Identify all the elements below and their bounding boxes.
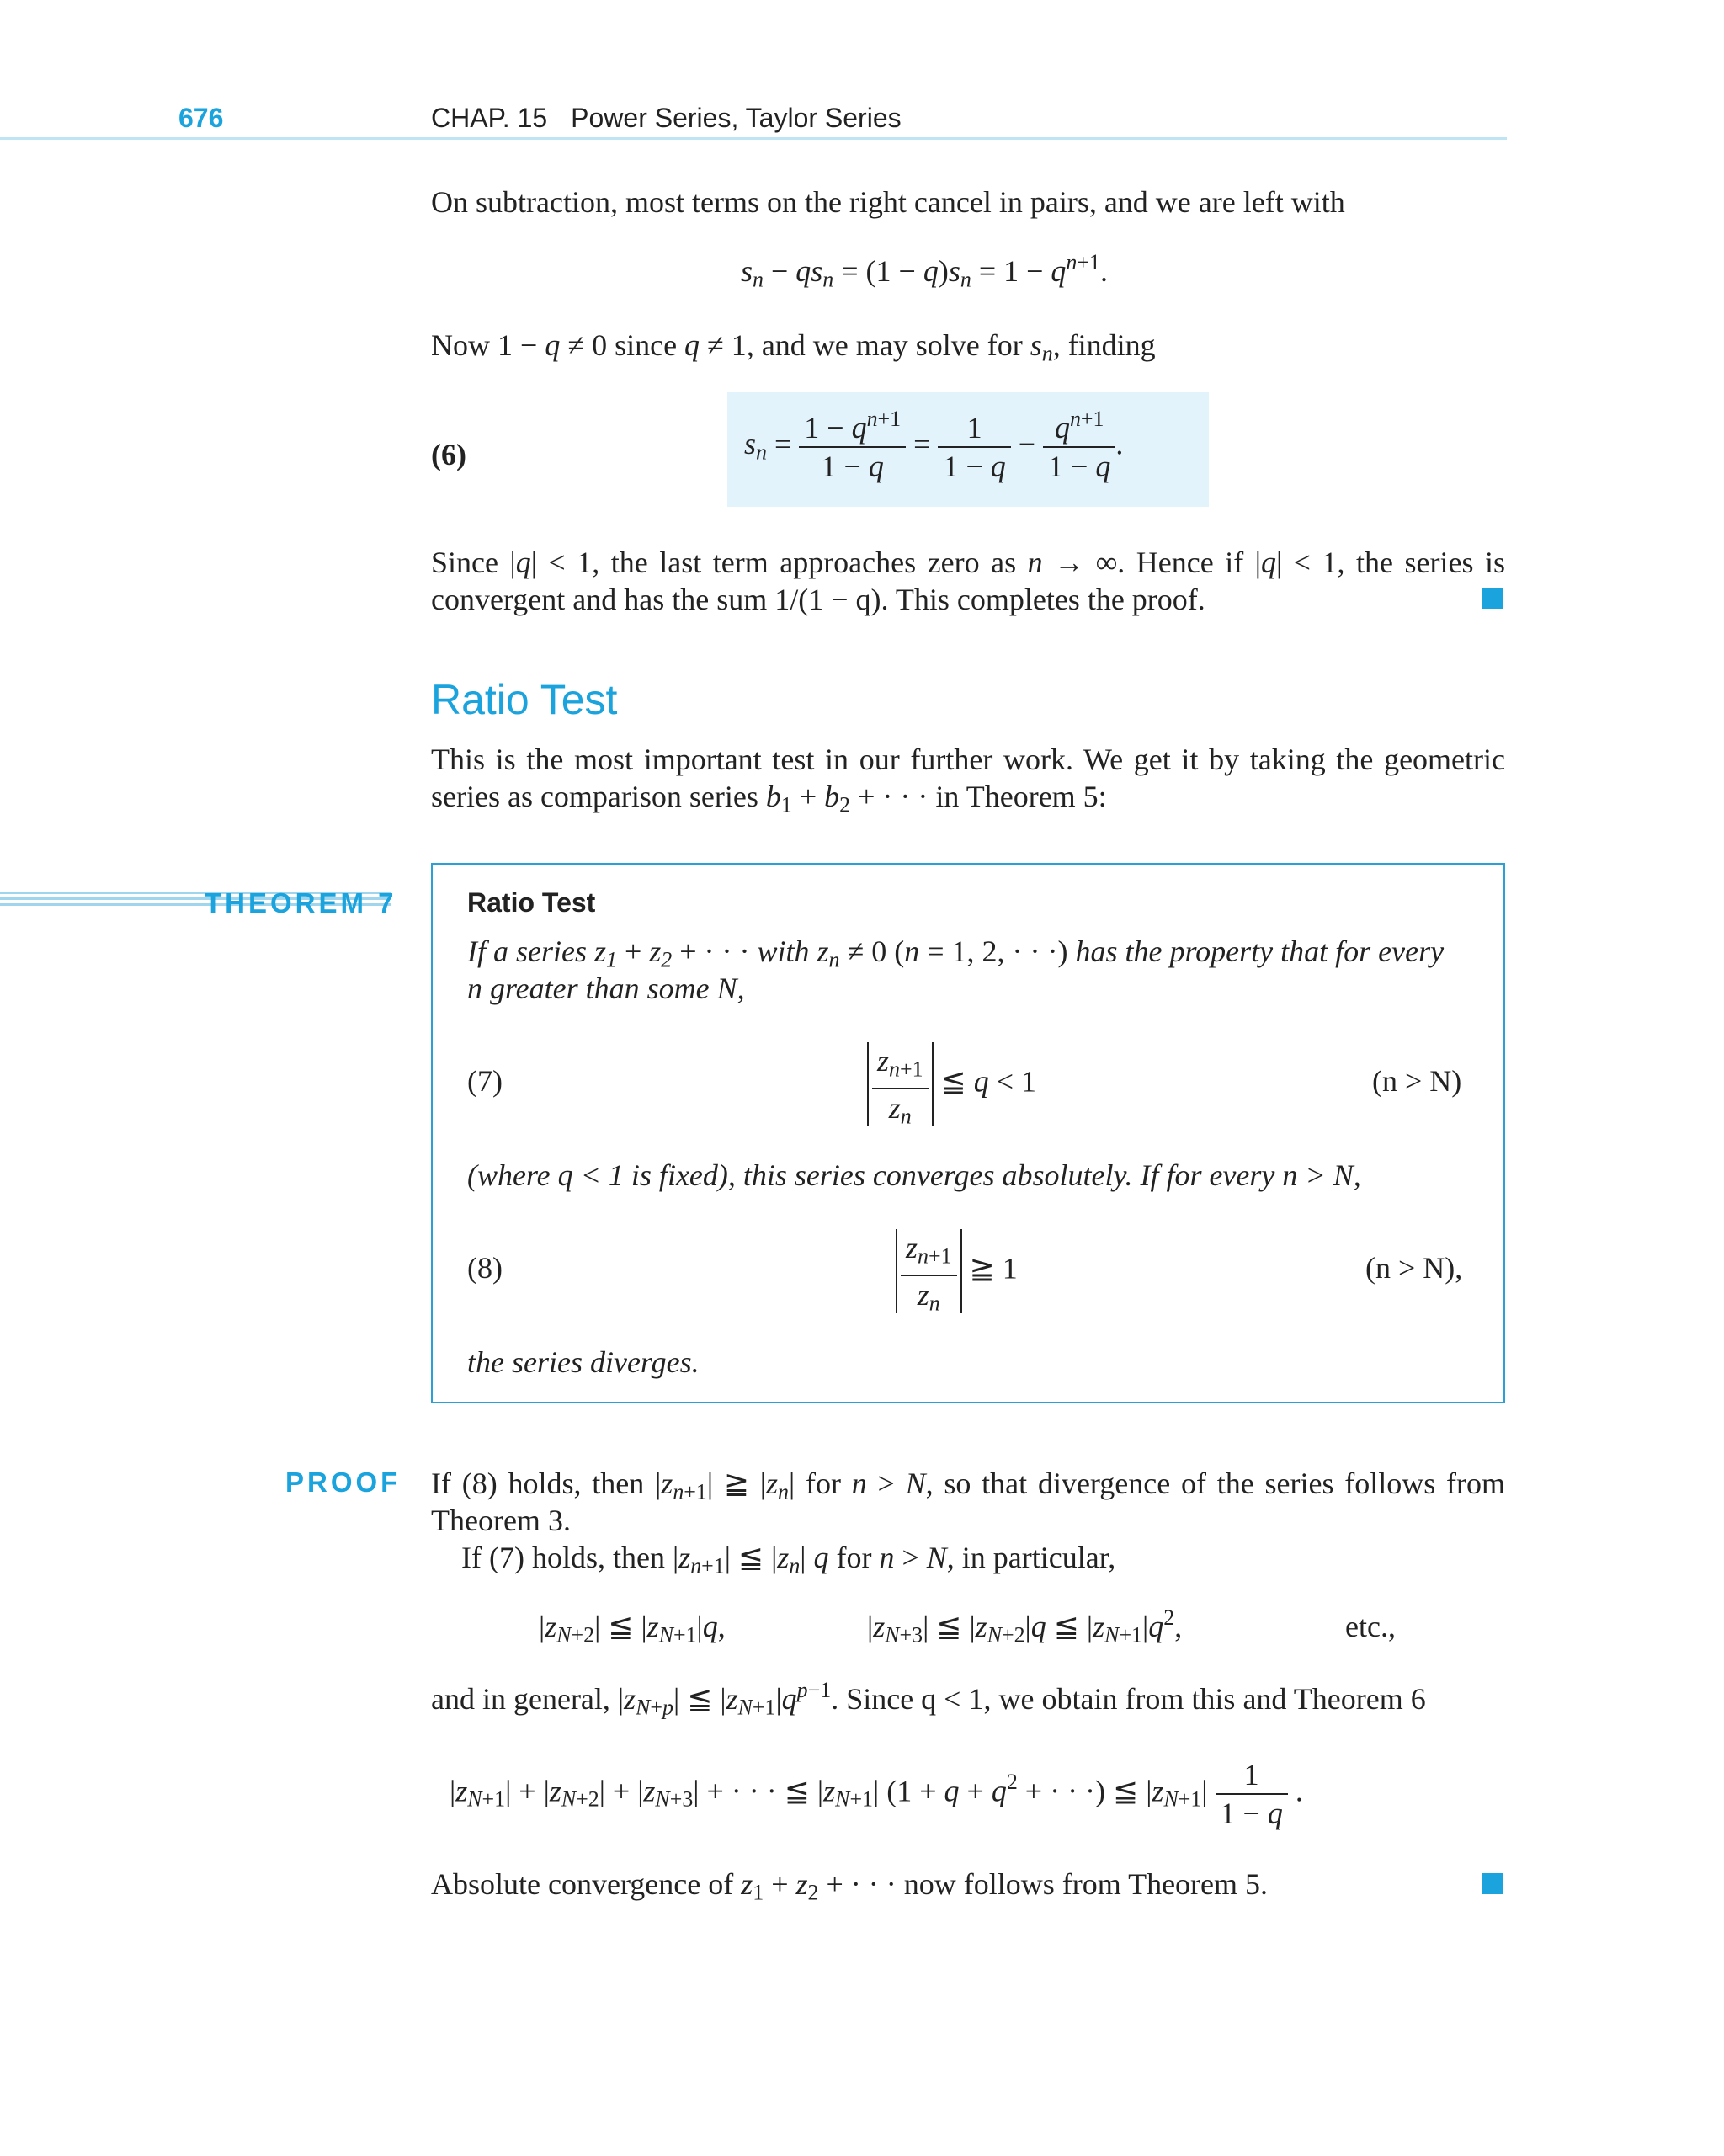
page-number: 676 [178,103,224,133]
equation-difference: $s_n - qs_n = (1 - q)s_n = 1 - q^{n+1}$. [741,249,1108,292]
section-title: Ratio Test [431,676,618,723]
proof-line4: and in general, $|z_{N+p}|$ ≦ $|z_{N+1}|q^{p-1}$. Since q < 1, we obtain from this and Theorem 6 [431,1677,1426,1720]
equation-7: $\frac{z_n+1}{z_n}$ ≦ q < 1 [867,1042,1036,1126]
equation-7-condition: (n > N) [1372,1064,1462,1098]
proof-inequality-2: $|z_{N+3}|$ ≦ $|z_{N+2}|q$ ≦ $|z_{N+1}|q^2$, [867,1605,1183,1648]
proof-sum-inequality: $|z_{N+1}| + |z_{N+2}| + |z_{N+3}|$ + · · · ≦ $|z_{N+1}|$ ($1 + q + q^2$ + · · ·) ≦ $|z_{N+1}|$ $\frac{1}{1 - q}$ . [450,1758,1303,1830]
equation-8-label: (8) [467,1251,503,1285]
proof-line2: Theorem 3. [431,1504,571,1537]
paragraph-subtraction: On subtraction, most terms on the right cancel in pairs, and we are left with [431,185,1345,219]
proof-inequality-1: $|z_{N+2}|$ ≦ $|z_{N+1}|q$, [539,1610,726,1648]
intro-line1: This is the most important test in our further work. We get it by taking the geometric [431,743,1505,776]
equation-6: $s_n$ = $\frac{1 - q^{n+1}}{1 - q}$ = $\frac{1}{1 - q}$ − $\frac{q^{n+1}}{1 - q}$ . [744,406,1124,483]
paragraph-solve: Now 1 − q ≠ 0 since q ≠ 1, and we may solve for $s_n$, finding [431,328,1156,366]
theorem-end: the series diverges. [467,1345,700,1379]
equation-6-label: (6) [431,438,466,471]
theorem-line1: If a series $z_1 + z_2$ + · · · with $z_n \ne 0$ (n = 1, 2, · · ·) has the property that for every [467,934,1445,972]
equation-8-condition: (n > N), [1365,1251,1463,1285]
proof-line1: If (8) holds, then $|z_{n+1}|$ ≧ $|z_n|$ for n > N, so that divergence of the series follows from [431,1467,1506,1504]
intro-line2: series as comparison series $b_1 + b_2$ + · · · in Theorem 5: [431,780,1107,817]
paragraph-since-line2: convergent and has the sum 1/(1 − q). This completes the proof. [431,583,1205,616]
chapter-number: CHAP. 15 [431,103,548,133]
proof-line5: Absolute convergence of $z_1 + z_2$ + · · · now follows from Theorem 5. [431,1867,1269,1905]
paragraph-since-line1: Since |q| < 1, the last term approaches zero as n → ∞. Hence if |q| < 1, the series is [431,546,1505,579]
proof-line3: If (7) holds, then $|z_{n+1}|$ ≦ $|z_n|$ q for n > N, in particular, [461,1541,1116,1578]
proof-etc: etc., [1345,1610,1396,1643]
chapter-title: Power Series, Taylor Series [571,103,902,133]
end-of-proof-square [1482,588,1503,609]
proof-label: PROOF [285,1467,402,1498]
end-of-proof-square-2 [1482,1873,1503,1894]
theorem-title: Ratio Test [467,887,596,918]
theorem-line2: n greater than some N, [467,972,745,1005]
equation-7-label: (7) [467,1064,503,1098]
header-rule [0,137,1507,140]
equation-8: $\frac{z_n+1}{z_n}$ ≧ 1 [896,1229,1018,1313]
theorem-label: THEOREM 7 [205,887,397,918]
theorem-mid: (where q < 1 is fixed), this series converges absolutely. If for every n > N, [467,1158,1361,1192]
running-head [431,103,902,134]
